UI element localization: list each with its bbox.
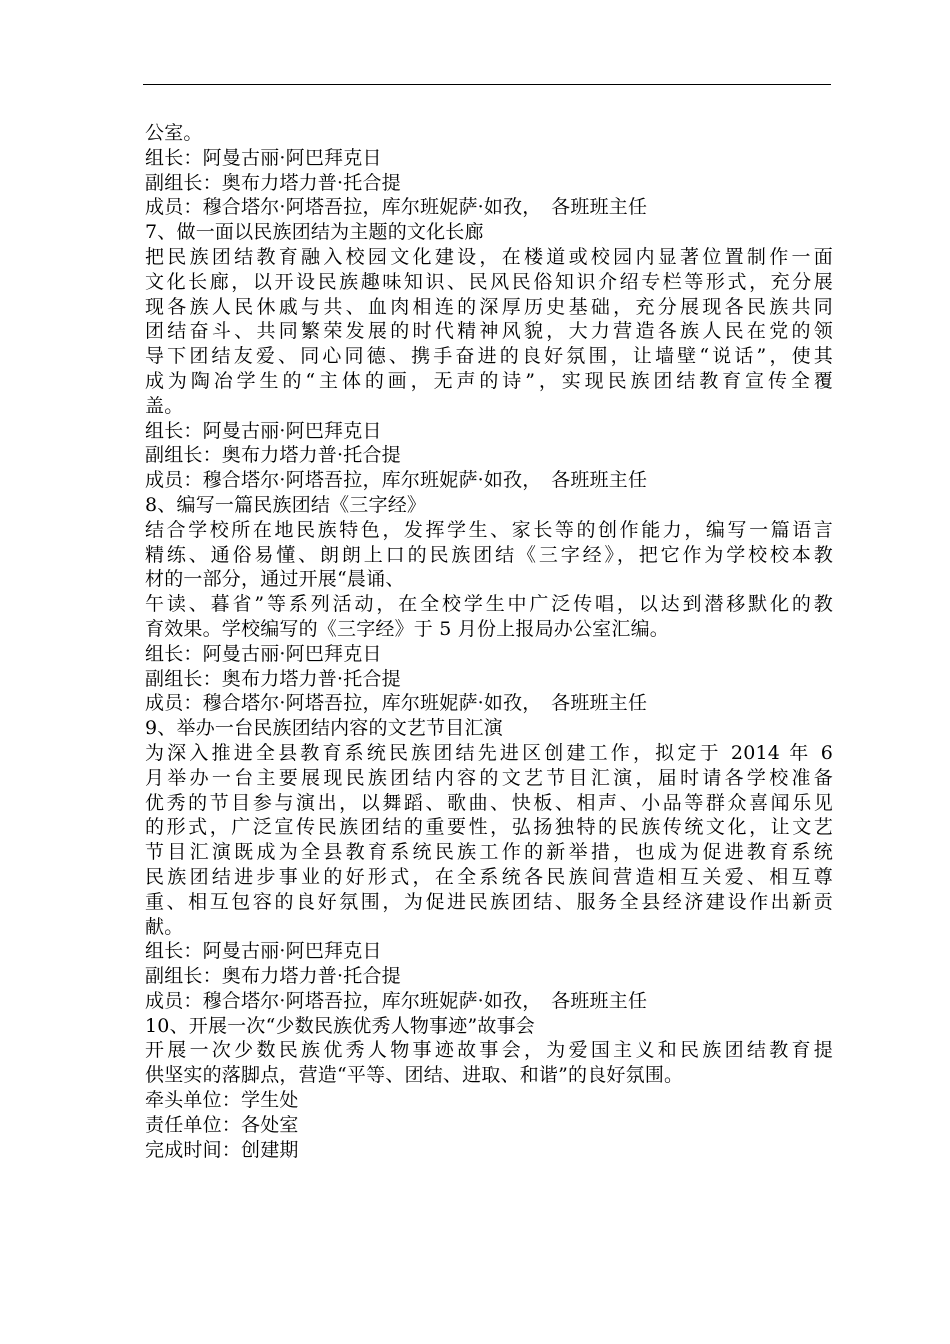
text-line: 文化长廊，以开设民族趣味知识、民风民俗知识介绍专栏等形式，充分展 bbox=[145, 270, 833, 293]
text-line: 供坚实的落脚点，营造“平等、团结、进取、和谐”的良好氛围。 bbox=[145, 1064, 684, 1087]
text-line: 结合学校所在地民族特色，发挥学生、家长等的创作能力，编写一篇语言 bbox=[145, 518, 833, 541]
text-line: 成为陶冶学生的“主体的画，无声的诗”，实现民族团结教育宣传全覆 bbox=[145, 369, 833, 392]
text-line: 盖。 bbox=[145, 394, 184, 417]
text-line: 副组长：奥布力塔力普·托合提 bbox=[145, 965, 401, 988]
text-line: 成员：穆合塔尔·阿塔吾拉，库尔班妮萨·如孜， 各班班主任 bbox=[145, 989, 648, 1012]
text-line: 10、开展一次“少数民族优秀人物事迹”故事会 bbox=[145, 1014, 536, 1037]
text-line: 公室。 bbox=[145, 122, 203, 144]
text-line: 把民族团结教育融入校园文化建设，在楼道或校园内显著位置制作一面 bbox=[145, 245, 833, 268]
text-line: 导下团结友爱、同心同德、携手奋进的良好氛围，让墙壁“说话”，使其 bbox=[145, 345, 833, 368]
text-line: 8、编写一篇民族团结《三字经》 bbox=[145, 493, 427, 516]
text-line: 午读、暮省”等系列活动，在全校学生中广泛传唱，以达到潜移默化的教 bbox=[145, 593, 833, 616]
header-rule bbox=[143, 84, 831, 85]
text-line: 成员：穆合塔尔·阿塔吾拉，库尔班妮萨·如孜， 各班班主任 bbox=[145, 692, 648, 715]
text-line: 精练、通俗易懂、朗朗上口的民族团结《三字经》，把它作为学校校本教 bbox=[145, 543, 833, 566]
text-line: 7、做一面以民族团结为主题的文化长廊 bbox=[145, 221, 484, 244]
text-line: 牵头单位：学生处 bbox=[145, 1089, 299, 1112]
text-line: 成员：穆合塔尔·阿塔吾拉，库尔班妮萨·如孜， 各班班主任 bbox=[145, 469, 648, 492]
text-line: 育效果。学校编写的《三字经》于 5 月份上报局办公室汇编。 bbox=[145, 617, 669, 640]
text-line: 副组长：奥布力塔力普·托合提 bbox=[145, 171, 401, 194]
text-line: 团结奋斗、共同繁荣发展的时代精神风貌，大力营造各族人民在党的领 bbox=[145, 320, 833, 343]
text-line: 为深入推进全县教育系统民族团结先进区创建工作，拟定于 2014 年 6 bbox=[145, 741, 833, 764]
text-line: 材的一部分，通过开展“晨诵、 bbox=[145, 568, 405, 591]
text-line: 组长：阿曼古丽·阿巴拜克日 bbox=[145, 146, 382, 169]
text-line: 完成时间：创建期 bbox=[145, 1138, 299, 1161]
text-line: 组长：阿曼古丽·阿巴拜克日 bbox=[145, 940, 382, 963]
text-line: 组长：阿曼古丽·阿巴拜克日 bbox=[145, 642, 382, 665]
text-line: 组长：阿曼古丽·阿巴拜克日 bbox=[145, 419, 382, 442]
text-line: 9、举办一台民族团结内容的文艺节目汇演 bbox=[145, 717, 503, 740]
text-line: 献。 bbox=[145, 915, 184, 938]
text-line: 现各族人民休戚与共、血肉相连的深厚历史基础，充分展现各民族共同 bbox=[145, 295, 833, 318]
document-body bbox=[145, 121, 833, 1162]
text-line: 优秀的节目参与演出，以舞蹈、歌曲、快板、相声、小品等群众喜闻乐见 bbox=[145, 791, 833, 814]
text-line: 副组长：奥布力塔力普·托合提 bbox=[145, 667, 401, 690]
text-line: 成员：穆合塔尔·阿塔吾拉，库尔班妮萨·如孜， 各班班主任 bbox=[145, 196, 648, 219]
text-line: 民族团结进步事业的好形式，在全系统各民族间营造相互关爱、相互尊 bbox=[145, 865, 833, 888]
text-line: 月举办一台主要展现民族团结内容的文艺节目汇演，届时请各学校准备 bbox=[145, 766, 833, 789]
text-line: 重、相互包容的良好氛围，为促进民族团结、服务全县经济建设作出新贡 bbox=[145, 890, 833, 913]
text-line: 节目汇演既成为全县教育系统民族工作的新举措，也成为促进教育系统 bbox=[145, 841, 833, 864]
text-line: 责任单位：各处室 bbox=[145, 1113, 299, 1136]
text-line: 副组长：奥布力塔力普·托合提 bbox=[145, 444, 401, 467]
text-line: 的形式，广泛宣传民族团结的重要性，弘扬独特的民族传统文化，让文艺 bbox=[145, 816, 833, 839]
text-line: 开展一次少数民族优秀人物事迹故事会，为爱国主义和民族团结教育提 bbox=[145, 1039, 833, 1062]
